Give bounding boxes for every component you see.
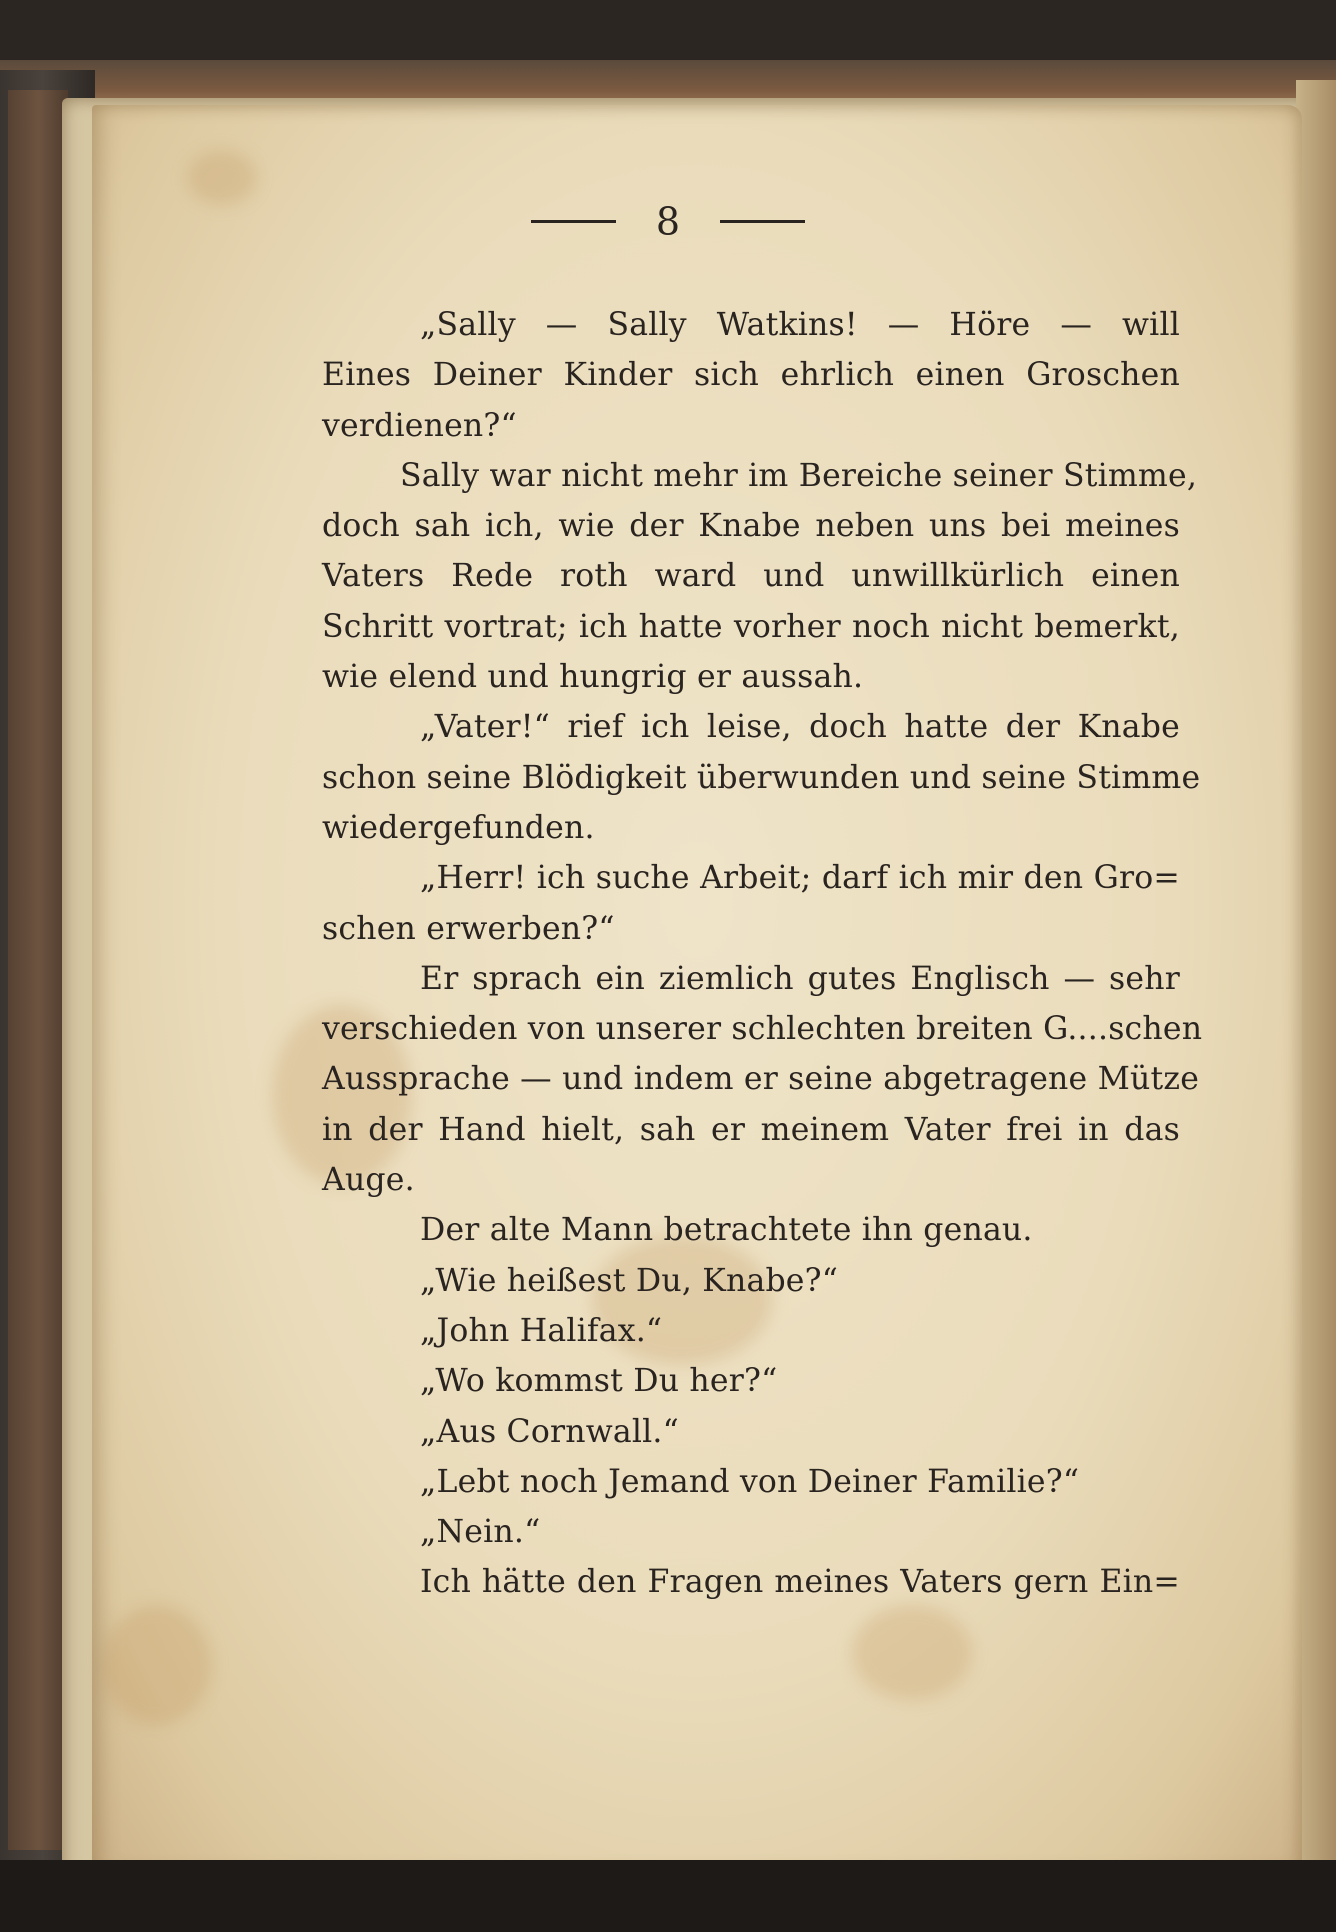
text-line: Schritt vortrat; ich hatte vorher noch nicht bemerkt,	[322, 608, 1180, 645]
text-line: wiedergefunden.	[322, 809, 595, 846]
text-line: „Herr! ich suche Arbeit; darf ich mir den Gro=	[420, 860, 1180, 897]
text-line: Vaters Rede roth ward und unwillkürlich einen	[322, 558, 1180, 595]
text-line: Der alte Mann betrachtete ihn genau.	[420, 1212, 1033, 1249]
text-line: Er sprach ein ziemlich gutes Englisch — sehr	[420, 960, 1180, 997]
text-line: „John Halifax.“	[420, 1312, 663, 1349]
header-rule-right	[720, 220, 805, 223]
text-line: „Sally — Sally Watkins! — Höre — will	[420, 307, 1180, 343]
text-line: „Aus Cornwall.“	[420, 1413, 679, 1450]
text-line: Eines Deiner Kinder sich ehrlich einen Groschen	[322, 357, 1180, 394]
page-number: 8	[655, 199, 681, 244]
text-line: schon seine Blödigkeit überwunden und seine Stimme	[322, 759, 1201, 796]
book-bottom-edge	[0, 1860, 1336, 1932]
text-line: Sally war nicht mehr im Bereiche seiner Stimme,	[400, 457, 1198, 494]
text-line: in der Hand hielt, sah er meinem Vater frei in das	[322, 1111, 1180, 1148]
text-line: verschieden von unserer schlechten breiten G....schen	[322, 1011, 1203, 1048]
text-line: „Nein.“	[420, 1514, 541, 1551]
page-header	[0, 196, 1336, 244]
text-line: Ich hätte den Fragen meines Vaters gern Ein=	[420, 1564, 1180, 1601]
text-line: „Wie heißest Du, Knabe?“	[420, 1262, 839, 1299]
text-line: Aussprache — und indem er seine abgetragene Mütze	[322, 1061, 1200, 1098]
text-line: „Lebt noch Jemand von Deiner Familie?“	[420, 1463, 1080, 1500]
text-line: wie elend und hungrig er aussah.	[322, 659, 864, 696]
header-rule-left	[531, 220, 616, 223]
page-edge-right	[1296, 80, 1336, 1880]
text-line: Auge.	[322, 1162, 415, 1199]
leather-binding	[8, 90, 68, 1850]
text-line: „Vater!“ rief ich leise, doch hatte der Knabe	[420, 709, 1180, 746]
text-line: doch sah ich, wie der Knabe neben uns bei meines	[322, 508, 1180, 545]
foxing-spot	[852, 1605, 972, 1700]
text-line: schen erwerben?“	[322, 910, 615, 947]
text-line: verdienen?“	[322, 407, 517, 444]
body-text	[322, 300, 1203, 1608]
foxing-spot	[102, 1605, 212, 1725]
text-line: „Wo kommst Du her?“	[420, 1363, 778, 1400]
